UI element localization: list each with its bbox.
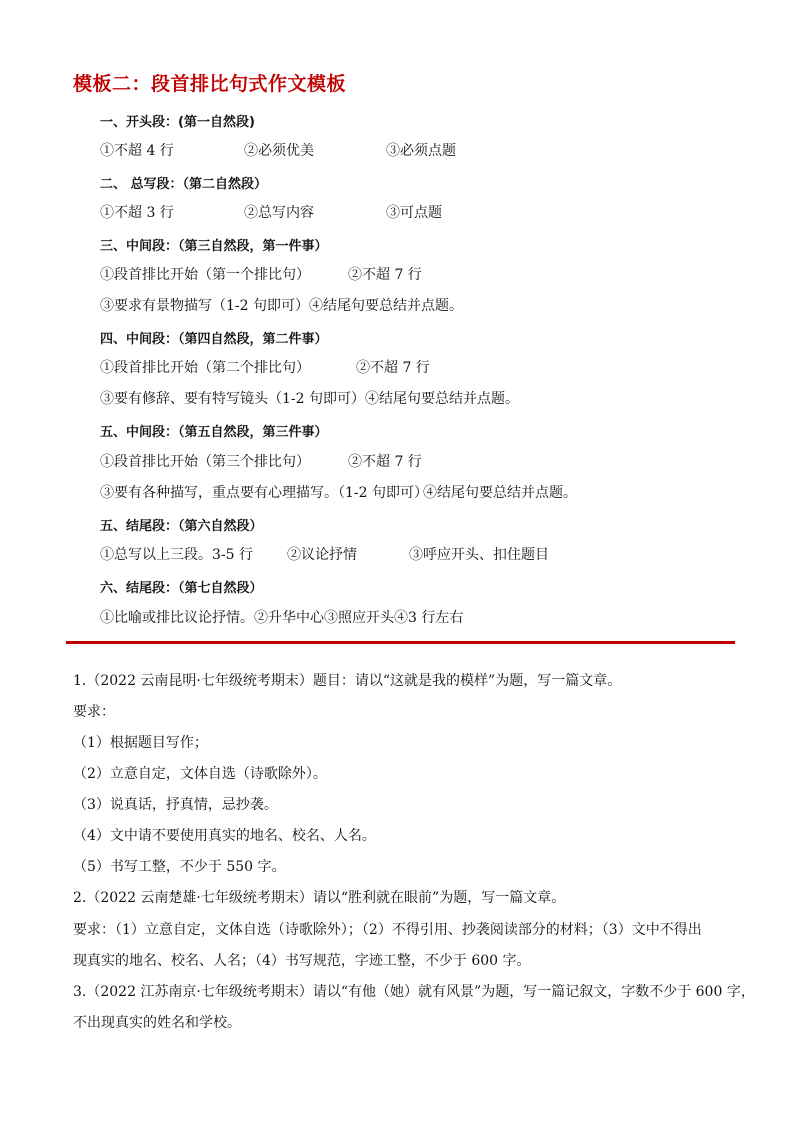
section-3-line-2: [100, 295, 463, 315]
item: ②总写内容: [244, 205, 314, 221]
item: ①段首排比开始（第一个排比句）: [100, 267, 310, 283]
item: ①段首排比开始（第三个排比句）: [100, 454, 310, 470]
item: ④结尾句要总结并点题。: [423, 485, 577, 501]
item: ③呼应开头、扣住题目: [409, 547, 549, 563]
item: ③要求有景物描写（1-2 句即可）④结尾句要总结并点题。: [100, 298, 463, 314]
section-2-line-1: [100, 202, 442, 222]
question-2: 2.（2022 云南楚雄·七年级统考期末）请以“胜利就在眼前”为题，写一篇文章。: [73, 890, 566, 906]
item: ①总写以上三段。3-5 行: [100, 547, 253, 563]
item: ③可点题: [386, 205, 442, 221]
item: ③要有修辞、要有特写镜头（1-2 句即可）④结尾句要总结并点题。: [100, 391, 519, 407]
section-1-line-1: [100, 140, 456, 160]
item: ③必须点题: [386, 143, 456, 159]
red-divider: [66, 641, 735, 644]
question-2-requirements: 要求：（1）立意自定，文体自选（诗歌除外）；（2）不得引用、抄袭阅读部分的材料；（3）文中不得出: [73, 922, 702, 938]
section-4-line-1: [100, 357, 430, 377]
section-5-line-1: [100, 451, 422, 471]
question-1: 1.（2022 云南昆明·七年级统考期末）题目：请以“这就是我的模样”为题，写一篇文章。: [73, 673, 622, 689]
section-heading-4: 四、中间段：（第四自然段，第二件事）: [100, 332, 328, 347]
section-3-line-1: [100, 264, 422, 284]
section-7-line-1: [100, 607, 463, 627]
section-5-line-2: [100, 482, 577, 502]
section-heading-1: 一、开头段：(第一自然段): [100, 115, 255, 130]
item: ①段首排比开始（第二个排比句）: [100, 360, 310, 376]
question-1-req-4: （4）文中请不要使用真实的地名、校名、人名。: [73, 828, 376, 844]
item: ②必须优美: [244, 143, 314, 159]
question-1-req-3: （3）说真话，抒真情，忌抄袭。: [73, 797, 278, 813]
item: ①比喻或排比议论抒情。②升华中心③照应开头④3 行左右: [100, 610, 464, 626]
section-heading-3: 三、中间段：（第三自然段，第一件事）: [100, 239, 328, 254]
item: ①不超 3 行: [100, 205, 174, 221]
section-6-line-1: [100, 544, 549, 564]
question-1-req-2: （2）立意自定，文体自选（诗歌除外）。: [73, 766, 327, 782]
question-1-requirements: 要求：: [73, 704, 115, 720]
section-heading-5: 五、中间段：（第五自然段，第三件事）: [100, 425, 328, 440]
page-title: 模板二：段首排比句式作文模板: [73, 73, 347, 95]
section-heading-2: 二、 总写段：（第二自然段）: [100, 177, 268, 192]
item: ②不超 7 行: [356, 360, 430, 376]
question-1-req-5: （5）书写工整，不少于 550 字。: [73, 859, 286, 875]
section-heading-6: 五、结尾段：（第六自然段）: [100, 519, 263, 534]
item: ③要有各种描写，重点要有心理描写。（1-2 句即可）: [100, 485, 428, 501]
item: ②不超 7 行: [348, 267, 422, 283]
section-heading-7: 六、结尾段：（第七自然段）: [100, 581, 263, 596]
question-3: 3.（2022 江苏南京·七年级统考期末）请以“有他（她）就有风景”为题，写一篇记叙文，字数不少于 600 字，: [73, 984, 755, 1000]
item: ①不超 4 行: [100, 143, 174, 159]
question-2-requirements-cont: 现真实的地名、校名、人名；（4）书写规范，字迹工整，不少于 600 字。: [73, 953, 531, 969]
question-1-req-1: （1）根据题目写作；: [73, 735, 208, 751]
question-3-cont: 不出现真实的姓名和学校。: [73, 1015, 241, 1031]
section-4-line-2: [100, 388, 519, 408]
item: ②议论抒情: [287, 547, 357, 563]
item: ②不超 7 行: [348, 454, 422, 470]
